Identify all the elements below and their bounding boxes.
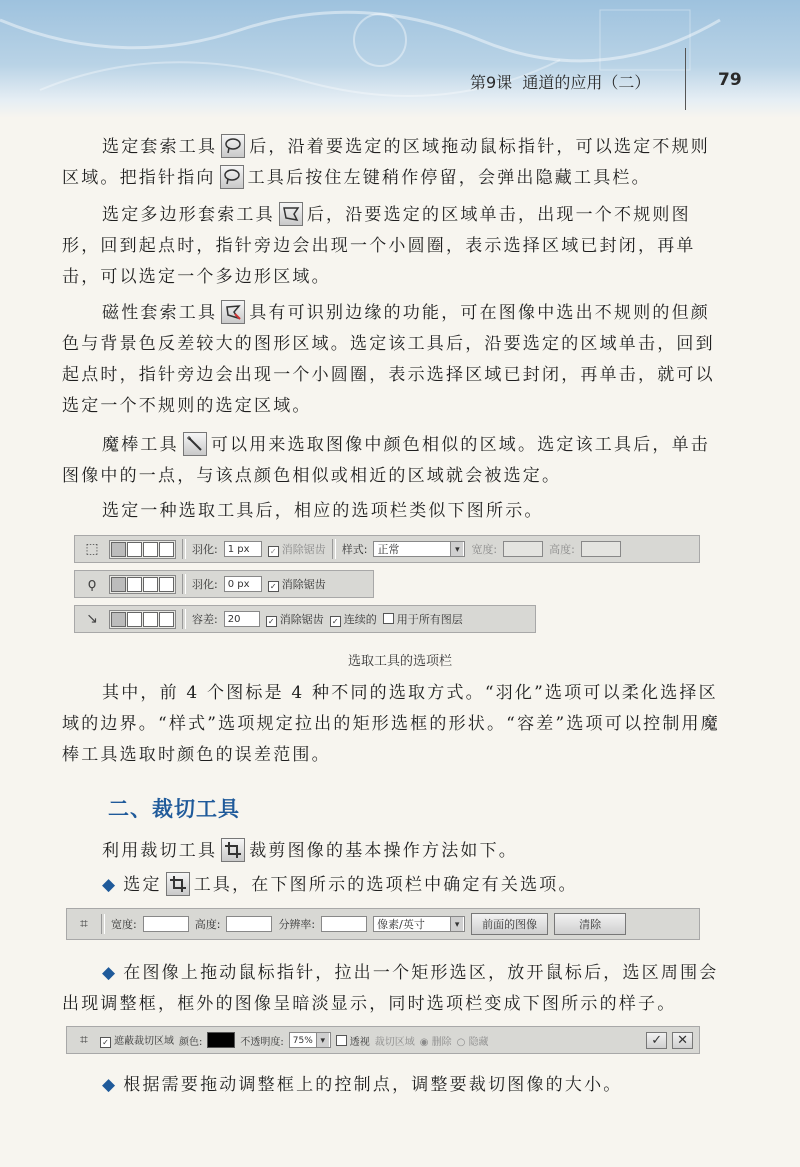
- front-image-button[interactable]: 前面的图像: [471, 913, 548, 935]
- magnetic-lasso-icon: [221, 300, 245, 324]
- page-number: 79: [718, 70, 742, 90]
- paragraph-crop-intro: 利用裁切工具 裁剪图像的基本操作方法如下。: [62, 836, 722, 867]
- new-selection-button[interactable]: [111, 577, 126, 592]
- paragraph-magnetic-lasso: 磁性套索工具 具有可识别边缘的功能，可在图像中选出不规则的但颜色与背景色反差较大的图形区域。选定该工具后，沿要选定的区域单击，回到起点时，指针旁边会出现一个小圆圈，表示选择区域已封闭，再单击，就可以选定一个不规则的选定区域。: [62, 298, 722, 422]
- figure-caption: 选取工具的选项栏: [347, 654, 452, 669]
- delete-radio[interactable]: ◉ 删除: [419, 1036, 452, 1048]
- antialias-checkbox[interactable]: ✓ 消除锯齿: [268, 541, 326, 557]
- bullet-icon: ◆: [102, 1075, 118, 1095]
- banner-decoration: [0, 0, 800, 118]
- crop-options-bar: [66, 908, 700, 940]
- new-selection-button[interactable]: [111, 542, 126, 557]
- subtract-selection-button[interactable]: [143, 577, 158, 592]
- crop-tool-icon: [221, 838, 245, 862]
- width-input[interactable]: [503, 541, 543, 557]
- height-input[interactable]: [581, 541, 621, 557]
- intersect-selection-button[interactable]: [159, 542, 174, 557]
- header-banner: [0, 0, 800, 118]
- header-divider: [685, 48, 686, 110]
- crop-icon[interactable]: ⌗: [80, 916, 88, 932]
- bullet-icon: ◆: [102, 963, 118, 983]
- feather-input[interactable]: 1 px: [224, 541, 262, 557]
- new-selection-button[interactable]: [111, 612, 126, 627]
- unit-select[interactable]: 像素/英寸 ▾: [373, 916, 465, 932]
- add-selection-button[interactable]: [127, 577, 142, 592]
- cancel-button[interactable]: ✕: [672, 1032, 693, 1049]
- shield-color-swatch[interactable]: [207, 1032, 235, 1048]
- paragraph-lasso: 选定套索工具 后，沿着要选定的区域拖动鼠标指针，可以选定不规则区域。把指针指向 工具后按住左键稍作停留，会弹出隐藏工具栏。: [62, 132, 722, 194]
- contiguous-checkbox[interactable]: ✓ 连续的: [330, 611, 377, 627]
- paragraph-options-explain: 其中，前 4 个图标是 4 种不同的选取方式。“羽化”选项可以柔化选择区域的边界。“样式”选项规定拉出的矩形选框的形状。“容差”选项可以控制用魔棒工具选取时颜色的误差范围。: [62, 683, 720, 765]
- color-label: 颜色:: [179, 1036, 203, 1048]
- crop-active-options-bar: [66, 1026, 700, 1054]
- lasso-tool-icon: [221, 134, 245, 158]
- intersect-selection-button[interactable]: [159, 577, 174, 592]
- clear-button[interactable]: 清除: [554, 913, 626, 935]
- hide-radio[interactable]: ○ 隐藏: [456, 1036, 489, 1048]
- feather-input[interactable]: 0 px: [224, 576, 262, 592]
- crop-area-label: 裁切区域: [374, 1036, 415, 1048]
- selection-modes: [109, 610, 176, 629]
- shield-checkbox[interactable]: ✓ 遮蔽裁切区域: [100, 1032, 174, 1048]
- subtract-selection-button[interactable]: [143, 542, 158, 557]
- paragraph-crop-step2: ◆ 在图像上拖动鼠标指针，拉出一个矩形选区，放开鼠标后，选区周围会出现调整框，框外的图像呈暗淡显示，同时选项栏变成下图所示的样子。: [62, 963, 719, 1014]
- bullet-icon: ◆: [102, 875, 118, 895]
- feather-label: 羽化:: [192, 543, 218, 556]
- paragraph-polygon-lasso: 选定多边形套索工具 后，沿要选定的区域单击，出现一个不规则图形，回到起点时，指针旁边会出现一个小圆圈，表示选择区域已封闭，再单击，可以选定一个多边形区域。: [62, 200, 722, 293]
- style-select[interactable]: 正常 ▾: [373, 541, 465, 557]
- height-input[interactable]: [226, 916, 272, 932]
- tolerance-label: 容差:: [192, 613, 218, 626]
- opacity-label: 不透明度:: [240, 1036, 284, 1048]
- width-label: 宽度:: [111, 918, 137, 931]
- chapter-title: 第9课 通道的应用（二）: [470, 73, 651, 92]
- wand-options-bar: [74, 605, 536, 633]
- selection-modes: [109, 575, 176, 594]
- antialias-checkbox[interactable]: ✓ 消除锯齿: [266, 611, 324, 627]
- section-heading: 二、裁切工具: [108, 797, 240, 821]
- width-input[interactable]: [143, 916, 189, 932]
- lasso-tool-icon: [220, 165, 244, 189]
- intersect-selection-button[interactable]: [159, 612, 174, 627]
- style-label: 样式:: [341, 543, 368, 556]
- height-label: 高度:: [194, 918, 221, 931]
- paragraph-options-intro: 选定一种选取工具后，相应的选项栏类似下图所示。: [102, 501, 544, 521]
- add-selection-button[interactable]: [127, 612, 142, 627]
- opacity-select[interactable]: 75% ▾: [289, 1032, 331, 1048]
- feather-label: 羽化:: [192, 578, 218, 591]
- polygon-lasso-icon: [279, 202, 303, 226]
- paragraph-magic-wand: 魔棒工具 可以用来选取图像中颜色相似的区域。选定该工具后，单击图像中的一点，与该点颜色相似或相近的区域就会被选定。: [62, 430, 722, 492]
- separator: [182, 609, 186, 629]
- crop-icon[interactable]: ⌗: [80, 1032, 88, 1048]
- perspective-checkbox[interactable]: 透视: [336, 1033, 370, 1048]
- paragraph-crop-step1: ◆ 选定 工具，在下图所示的选项栏中确定有关选项。: [62, 870, 722, 901]
- crop-tool-icon: [166, 872, 190, 896]
- separator: [101, 914, 105, 934]
- subtract-selection-button[interactable]: [143, 612, 158, 627]
- rect-marquee-icon[interactable]: ⬚: [85, 541, 99, 557]
- tolerance-input[interactable]: 20: [224, 611, 260, 627]
- lasso-options-bar: [74, 570, 374, 598]
- separator: [332, 539, 336, 559]
- antialias-checkbox[interactable]: ✓ 消除锯齿: [268, 576, 326, 592]
- lasso-icon[interactable]: ϙ: [87, 576, 97, 592]
- separator: [182, 574, 186, 594]
- marquee-options-bar: [74, 535, 700, 563]
- add-selection-button[interactable]: [127, 542, 142, 557]
- height-label: 高度:: [549, 543, 575, 556]
- separator: [182, 539, 186, 559]
- commit-button[interactable]: ✓: [646, 1032, 667, 1049]
- selection-modes: [109, 540, 176, 559]
- width-label: 宽度:: [471, 543, 498, 556]
- all-layers-checkbox[interactable]: 用于所有图层: [383, 611, 463, 627]
- magic-wand-icon: [183, 432, 207, 456]
- resolution-input[interactable]: [321, 916, 367, 932]
- paragraph-crop-step3: ◆ 根据需要拖动调整框上的控制点，调整要裁切图像的大小。: [102, 1075, 623, 1095]
- magic-wand-icon[interactable]: ↘: [86, 611, 98, 627]
- resolution-label: 分辨率:: [278, 918, 316, 931]
